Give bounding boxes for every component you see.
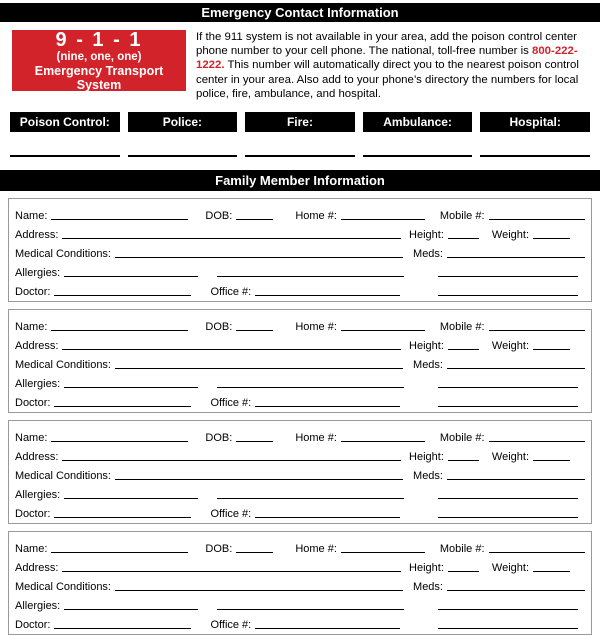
allergies-label: Allergies: [15,378,61,391]
name-line [51,551,188,553]
allergies-label: Allergies: [15,267,61,280]
meds-continuation-line-1 [438,275,578,277]
height-line [448,237,479,239]
911-phonetic: (nine, one, one) [56,51,142,63]
name-line [51,329,188,331]
poison-control-line [10,155,120,157]
911-caption: Emergency Transport System [34,64,164,92]
meds-continuation-line-1 [438,386,578,388]
office-line [255,627,400,629]
home-line [341,551,425,553]
name-label: Name: [15,543,48,556]
meds-continuation-line-2 [438,627,578,629]
allergies-label: Allergies: [15,600,61,613]
medical-conditions-line [115,367,403,369]
emergency-911-section [12,30,590,101]
height-line [448,459,479,461]
poison-control-phone-number: 800-222-1222. [196,45,578,72]
allergies-extra-line [217,275,404,277]
family-member-card [8,198,592,302]
member-row-allergies [15,260,585,279]
meds-continuation-line-2 [438,405,578,407]
family-member-card [8,531,592,635]
paragraph-text-after: This number will automatically direct you to the nearest poison control center in your area. Also add to your phone’s directory the numbers for local police, fire, ambulance, and hospital. [196,59,579,100]
doctor-line [54,294,191,296]
member-row-address [15,555,585,574]
911-red-box [12,30,186,91]
contact-bar-police: Police: [128,112,238,132]
home-label: Home #: [295,543,337,556]
fire-line [245,155,355,157]
meds-continuation-line-2 [438,516,578,518]
address-line [62,570,401,572]
family-members [8,198,592,635]
name-label: Name: [15,321,48,334]
height-line [448,570,479,572]
911-code: 9 - 1 - 1 [55,29,143,51]
member-row-allergies [15,482,585,501]
member-row-doctor [15,279,585,298]
mobile-line [489,218,585,220]
weight-label: Weight: [491,340,529,353]
address-line [62,348,401,350]
dob-line [236,440,273,442]
member-row-allergies [15,371,585,390]
address-label: Address: [15,451,59,464]
doctor-label: Doctor: [15,619,51,632]
mobile-label: Mobile #: [439,210,485,223]
office-label: Office #: [210,508,252,521]
doctor-label: Doctor: [15,286,51,299]
contact-bar-poison-control: Poison Control: [10,112,120,132]
dob-line [236,329,273,331]
member-row-address [15,444,585,463]
address-label: Address: [15,562,59,575]
name-label: Name: [15,432,48,445]
height-label: Height: [409,451,444,464]
allergies-line [64,275,198,277]
height-label: Height: [409,229,444,242]
member-row-medical [15,241,585,260]
medical-conditions-label: Medical Conditions: [15,470,111,483]
family-member-card [8,420,592,524]
meds-line [447,256,585,258]
height-label: Height: [409,340,444,353]
member-row-medical [15,352,585,371]
meds-label: Meds: [413,359,443,372]
meds-continuation-line-2 [438,294,578,296]
contact-write-in-lines [10,155,590,157]
meds-continuation-line-1 [438,608,578,610]
meds-continuation-line-1 [438,497,578,499]
name-label: Name: [15,210,48,223]
allergies-line [64,497,198,499]
dob-label: DOB: [205,321,233,334]
address-line [62,459,401,461]
meds-line [447,478,585,480]
member-row-address [15,333,585,352]
dob-label: DOB: [205,210,233,223]
medical-conditions-line [115,256,403,258]
ambulance-line [363,155,473,157]
weight-label: Weight: [491,562,529,575]
meds-label: Meds: [413,581,443,594]
member-row-doctor [15,390,585,409]
home-line [341,218,425,220]
weight-line [533,570,570,572]
poison-control-paragraph [196,30,590,101]
weight-line [533,348,570,350]
mobile-line [489,329,585,331]
member-row-name [15,314,585,333]
contact-label-bars [10,112,590,132]
mobile-label: Mobile #: [439,432,485,445]
address-line [62,237,401,239]
name-line [51,218,188,220]
member-row-name [15,425,585,444]
hospital-line [480,155,590,157]
height-line [448,348,479,350]
office-line [255,405,400,407]
allergies-extra-line [217,497,404,499]
name-line [51,440,188,442]
member-row-name [15,536,585,555]
address-label: Address: [15,340,59,353]
member-row-address [15,222,585,241]
home-label: Home #: [295,210,337,223]
weight-line [533,237,570,239]
dob-label: DOB: [205,432,233,445]
weight-label: Weight: [491,451,529,464]
office-label: Office #: [210,619,252,632]
meds-label: Meds: [413,470,443,483]
office-line [255,516,400,518]
medical-conditions-line [115,478,403,480]
doctor-label: Doctor: [15,397,51,410]
contact-bar-fire: Fire: [245,112,355,132]
allergies-line [64,386,198,388]
member-row-allergies [15,593,585,612]
home-line [341,440,425,442]
office-label: Office #: [210,397,252,410]
member-row-name [15,203,585,222]
doctor-line [54,516,191,518]
meds-label: Meds: [413,248,443,261]
medical-conditions-label: Medical Conditions: [15,359,111,372]
mobile-label: Mobile #: [439,321,485,334]
meds-line [447,589,585,591]
police-line [128,155,238,157]
meds-line [447,367,585,369]
contact-bar-ambulance: Ambulance: [363,112,473,132]
allergies-label: Allergies: [15,489,61,502]
office-line [255,294,400,296]
mobile-line [489,440,585,442]
member-row-medical [15,574,585,593]
home-label: Home #: [295,432,337,445]
page-title: Emergency Contact Information [0,3,600,22]
medical-conditions-label: Medical Conditions: [15,248,111,261]
medical-conditions-label: Medical Conditions: [15,581,111,594]
medical-conditions-line [115,589,403,591]
doctor-line [54,405,191,407]
address-label: Address: [15,229,59,242]
mobile-label: Mobile #: [439,543,485,556]
home-line [341,329,425,331]
family-section-title: Family Member Information [0,170,600,191]
doctor-line [54,627,191,629]
weight-label: Weight: [491,229,529,242]
dob-label: DOB: [205,543,233,556]
mobile-line [489,551,585,553]
member-row-medical [15,463,585,482]
allergies-extra-line [217,608,404,610]
member-row-doctor [15,501,585,520]
height-label: Height: [409,562,444,575]
allergies-line [64,608,198,610]
allergies-extra-line [217,386,404,388]
dob-line [236,551,273,553]
dob-line [236,218,273,220]
contact-bar-hospital: Hospital: [480,112,590,132]
office-label: Office #: [210,286,252,299]
doctor-label: Doctor: [15,508,51,521]
paragraph-text-before: If the 911 system is not available in your area, add the poison control center phone number to your cell phone. The national, toll-free number is [196,31,577,58]
home-label: Home #: [295,321,337,334]
weight-line [533,459,570,461]
member-row-doctor [15,612,585,631]
family-member-card [8,309,592,413]
